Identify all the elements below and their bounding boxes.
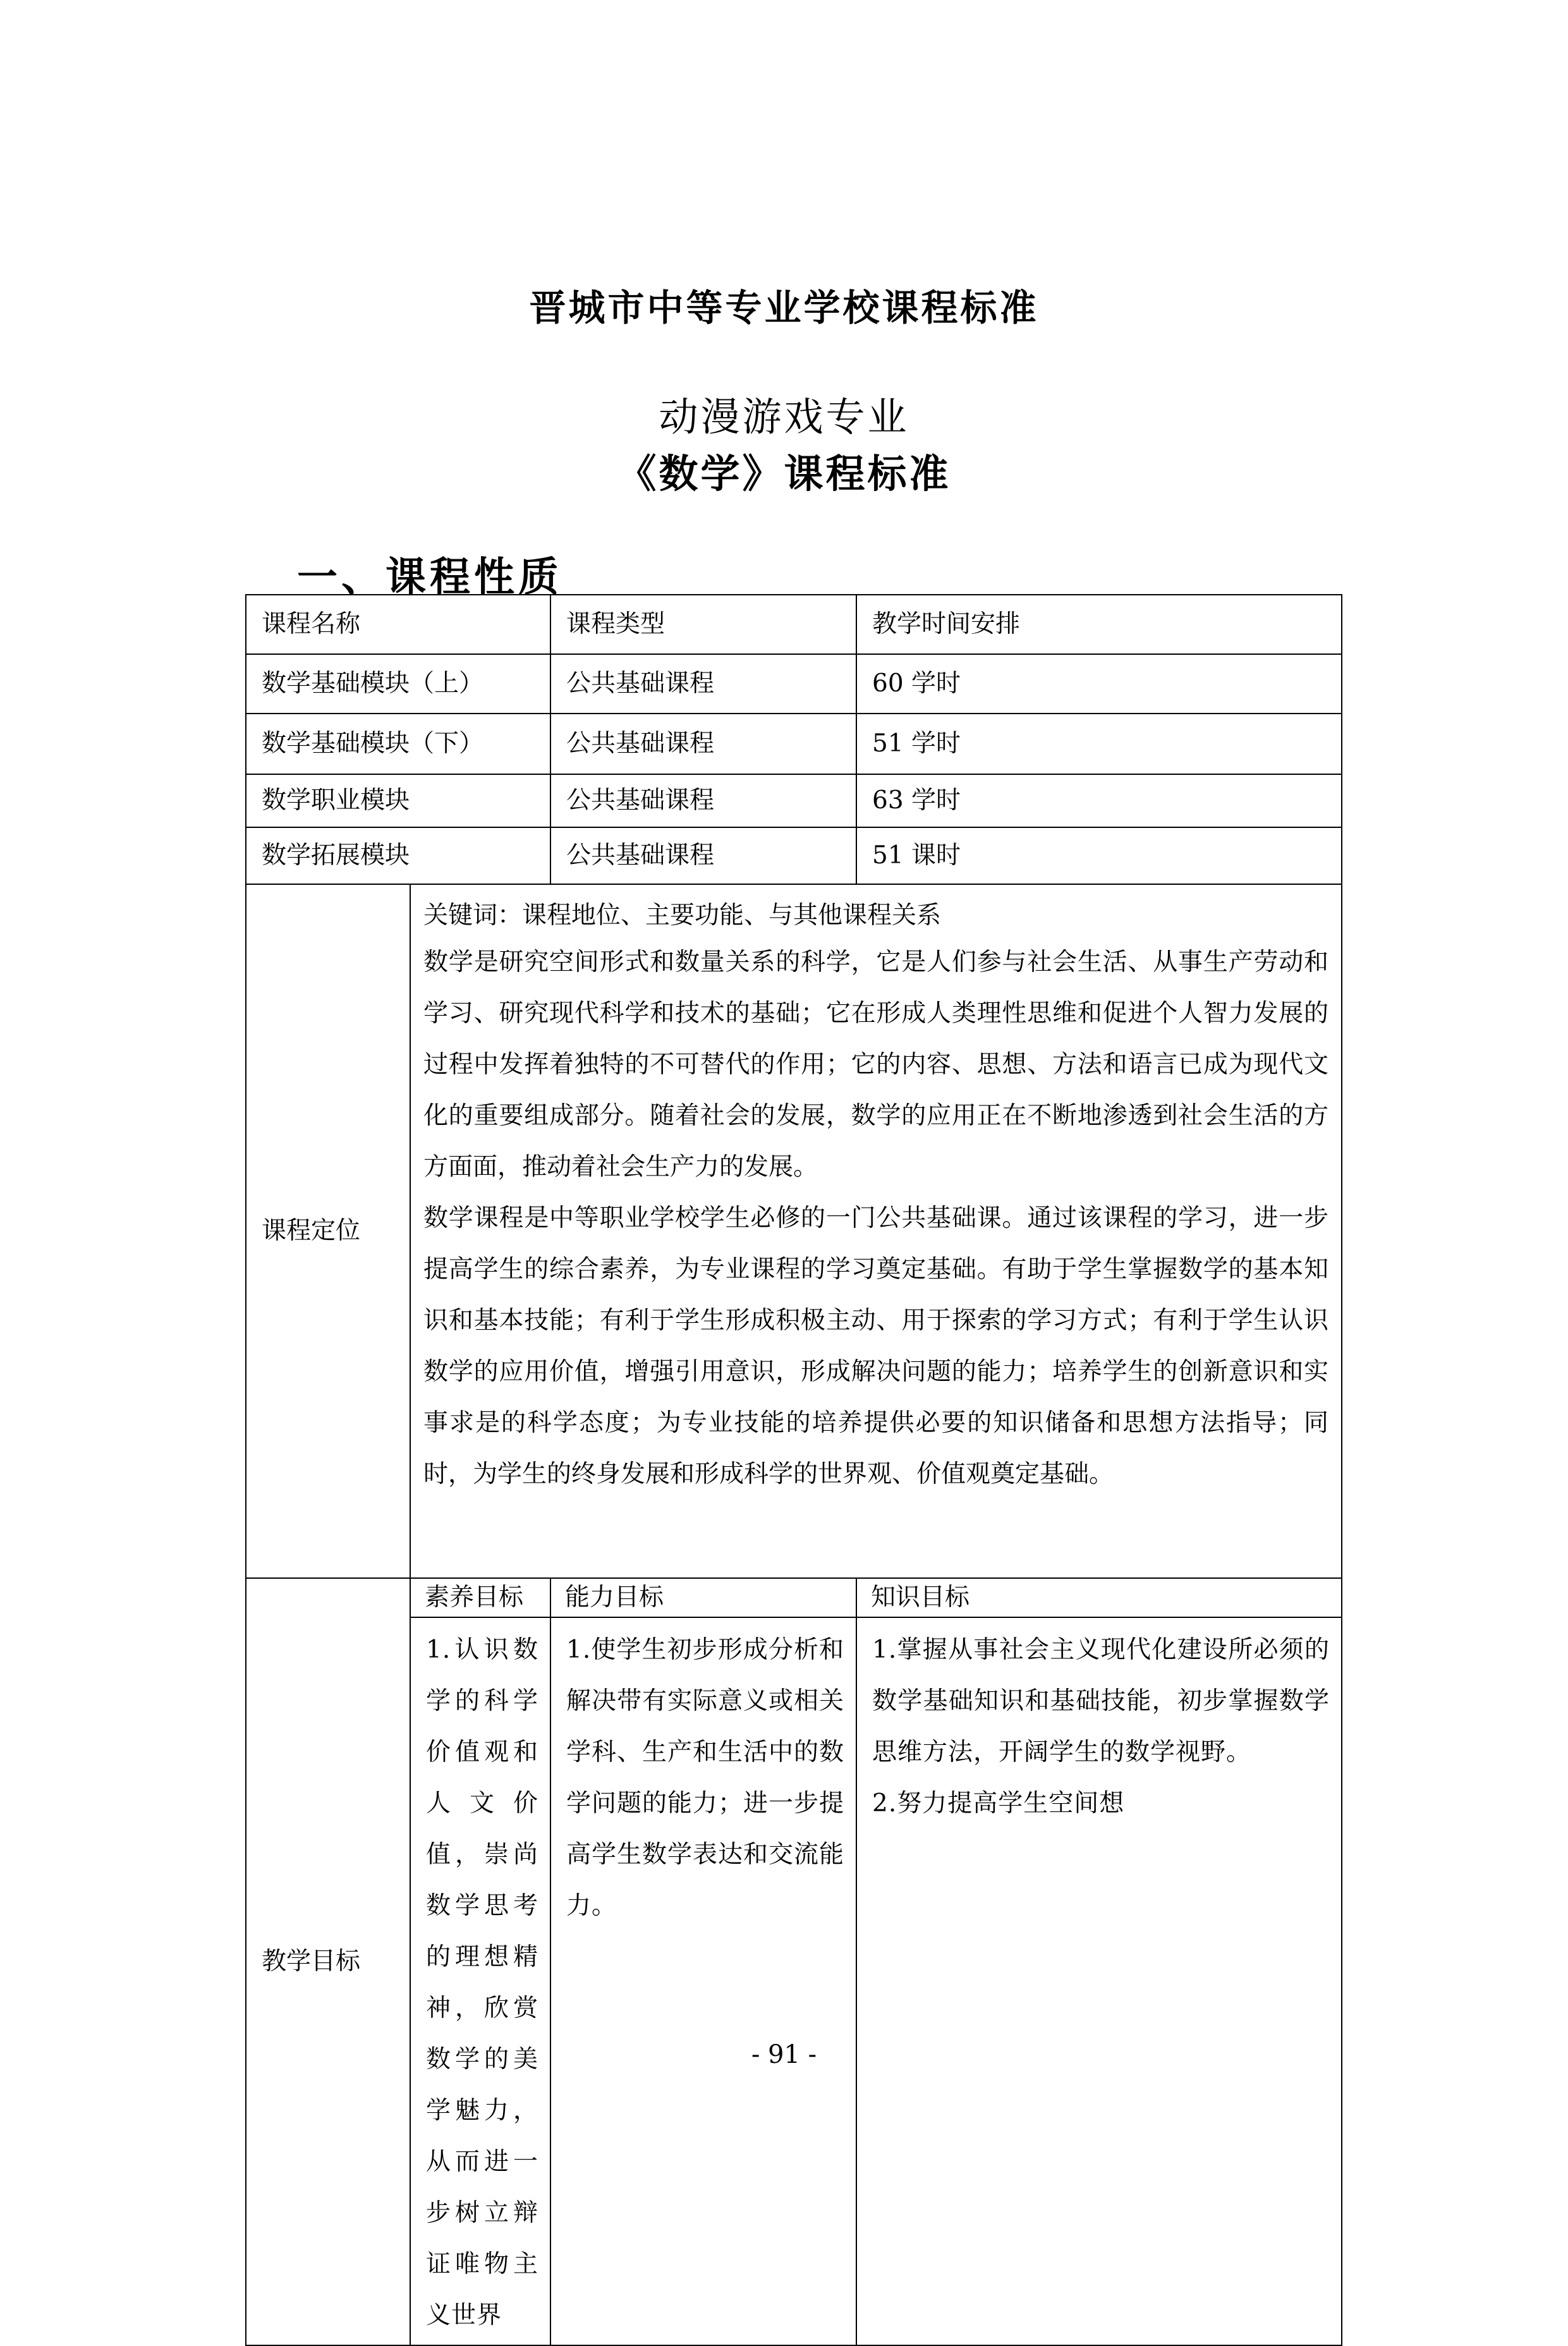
goals-body-row bbox=[246, 1617, 1342, 2345]
table-row bbox=[246, 714, 1342, 774]
table-cell: 公共基础课程 bbox=[550, 774, 856, 827]
header-cell-course-type: 课程类型 bbox=[550, 595, 856, 654]
goals-literacy-cell bbox=[410, 1617, 550, 2345]
goals-subheader-knowledge: 知识目标 bbox=[856, 1578, 1342, 1617]
course-nature-table bbox=[245, 594, 1342, 2346]
positioning-label: 课程定位 bbox=[246, 884, 410, 1578]
goals-subheader-literacy: 素养目标 bbox=[410, 1578, 550, 1617]
major-title: 动漫游戏专业 bbox=[659, 394, 909, 440]
document-title: 晋城市中等专业学校课程标准 bbox=[529, 286, 1039, 329]
goals-knowledge-text: 1.掌握从事社会主义现代化建设所必须的数学基础知识和基础技能，初步掌握数学思维方法，开阔学生的数学视野。 bbox=[872, 1636, 1330, 1766]
table-cell: 公共基础课程 bbox=[550, 714, 856, 774]
goals-header-row bbox=[246, 1578, 1342, 1617]
table-cell: 数学基础模块（上） bbox=[246, 654, 550, 714]
table-row bbox=[246, 827, 1342, 884]
table-header-row bbox=[246, 595, 1342, 654]
table-cell: 63 学时 bbox=[856, 774, 1342, 827]
goals-subheader-ability: 能力目标 bbox=[550, 1578, 856, 1617]
goals-label: 教学目标 bbox=[246, 1578, 410, 2345]
goals-ability-text: 1.使学生初步形成分析和解决带有实际意义或相关学科、生产和生活中的数学问题的能力；进一步提高学生数学表达和交流能力。 bbox=[566, 1636, 845, 1920]
goals-ability-cell bbox=[550, 1617, 856, 2345]
positioning-row bbox=[246, 884, 1342, 1578]
goals-literacy-text: 1.认识数学的科学价值观和人文价值，崇尚数学思考的理想精神，欣赏数学的美学魅力，从而进一步树立辩证唯物主义世界 bbox=[426, 1636, 539, 2330]
table-cell: 51 学时 bbox=[856, 714, 1342, 774]
positioning-keywords: 关键词：课程地位、主要功能、与其他课程关系 bbox=[423, 901, 942, 930]
section-heading: 一、课程性质 bbox=[297, 554, 562, 601]
table-cell: 数学职业模块 bbox=[246, 774, 550, 827]
goals-knowledge-text: 2.努力提高学生空间想 bbox=[872, 1789, 1125, 1818]
table-row bbox=[246, 654, 1342, 714]
table-cell: 60 学时 bbox=[856, 654, 1342, 714]
table-row bbox=[246, 774, 1342, 827]
table-cell: 数学拓展模块 bbox=[246, 827, 550, 884]
goals-knowledge-cell bbox=[856, 1617, 1342, 2345]
table-cell: 公共基础课程 bbox=[550, 827, 856, 884]
page-number: - 91 - bbox=[751, 2040, 817, 2069]
header-cell-schedule: 教学时间安排 bbox=[856, 595, 1342, 654]
positioning-content bbox=[410, 884, 1342, 1578]
course-title: 《数学》课程标准 bbox=[617, 451, 951, 497]
table-cell: 公共基础课程 bbox=[550, 654, 856, 714]
header-cell-course-name: 课程名称 bbox=[246, 595, 550, 654]
table-cell: 51 课时 bbox=[856, 827, 1342, 884]
positioning-paragraph: 数学课程是中等职业学校学生必修的一门公共基础课。通过该课程的学习，进一步提高学生的综合素养，为专业课程的学习奠定基础。有助于学生掌握数学的基本知识和基本技能；有利于学生形成积极主动、用于探索的学习方式；有利于学生认识数学的应用价值，增强引用意识，形成解决问题的能力；培养学生的创新意识和实事求是的科学态度；为专业技能的培养提供必要的知识储备和思想方法指导；同时，为学生的终身发展和形成科学的世界观、价值观奠定基础。 bbox=[423, 1204, 1329, 1488]
table-cell: 数学基础模块（下） bbox=[246, 714, 550, 774]
positioning-paragraph: 数学是研究空间形式和数量关系的科学，它是人们参与社会生活、从事生产劳动和学习、研究现代科学和技术的基础；它在形成人类理性思维和促进个人智力发展的过程中发挥着独特的不可替代的作用；它的内容、思想、方法和语言已成为现代文化的重要组成部分。随着社会的发展，数学的应用正在不断地渗透到社会生活的方方面面，推动着社会生产力的发展。 bbox=[423, 948, 1329, 1181]
